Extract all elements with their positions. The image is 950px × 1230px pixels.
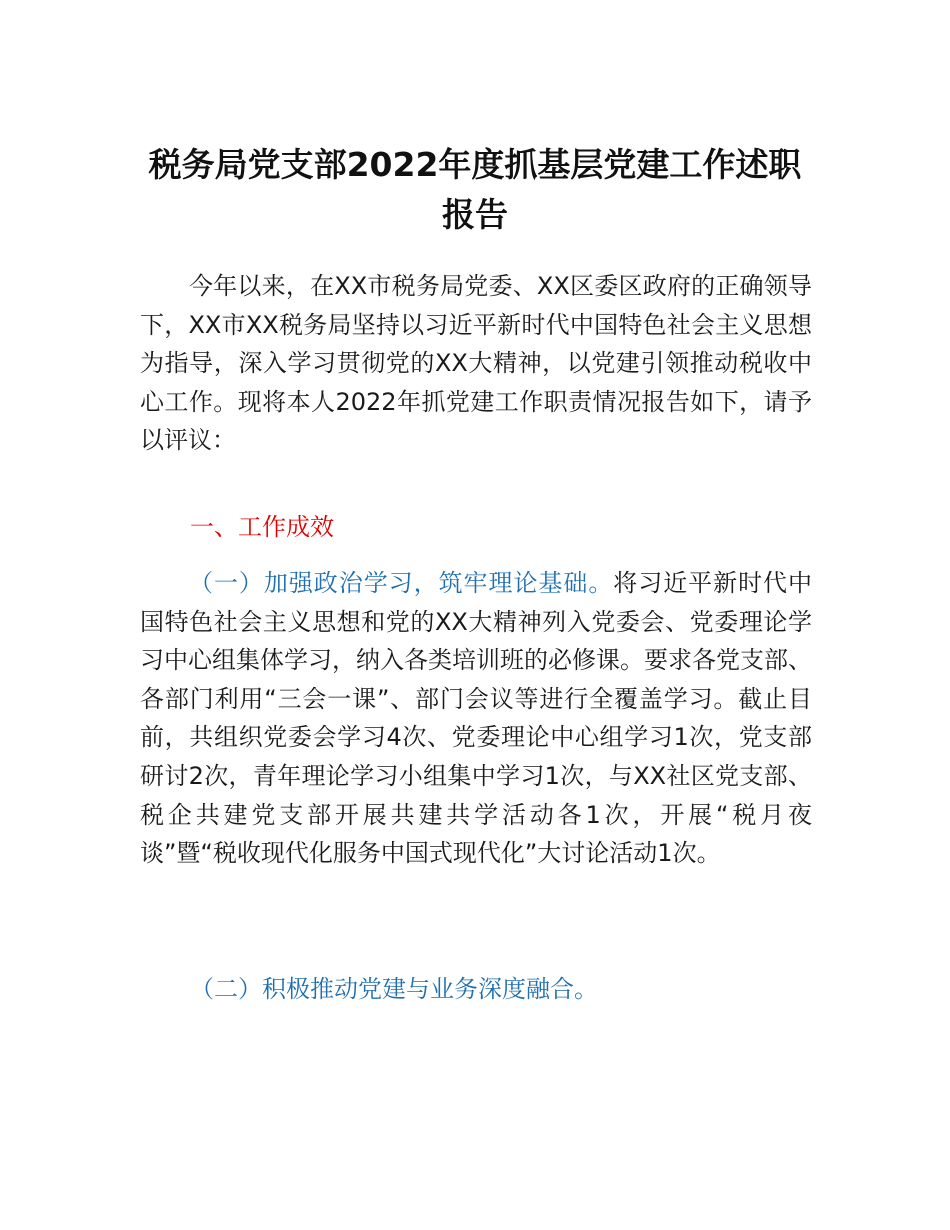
section-heading-work-results: 一、工作成效	[190, 513, 334, 541]
subsection-1-heading: （一）加强政治学习，筑牢理论基础。	[189, 569, 614, 597]
subsection-2-heading: （二）积极推动党建与业务深度融合。	[190, 975, 598, 1003]
document-title: 税务局党支部2022年度抓基层党建工作述职报告	[148, 145, 802, 234]
subsection-1-body: 将习近平新时代中国特色社会主义思想和党的XX大精神列入党委会、党委理论学习中心组集体学习，纳入各类培训班的必修课。要求各党支部、各部门利用“三会一课”、部门会议等进行全覆盖学习。截止目前，共组织党委会学习4次、党委理论中心组学习1次，党支部研讨2次，青年理论学习小组集中学习1次，与XX社区党支部、税企共建党支部开展共建共学活动各1次，开展“税月夜谈”暨“税收现代化服务中国式现代化”大讨论活动1次。	[140, 569, 813, 868]
intro-paragraph: 今年以来，在XX市税务局党委、XX区委区政府的正确领导下，XX市XX税务局坚持以习近平新时代中国特色社会主义思想为指导，深入学习贯彻党的XX大精神，以党建引领推动税收中心工作。现将本人2022年抓党建工作职责情况报告如下，请予以评议：	[140, 272, 812, 455]
subsection-1-paragraph	[140, 564, 812, 873]
